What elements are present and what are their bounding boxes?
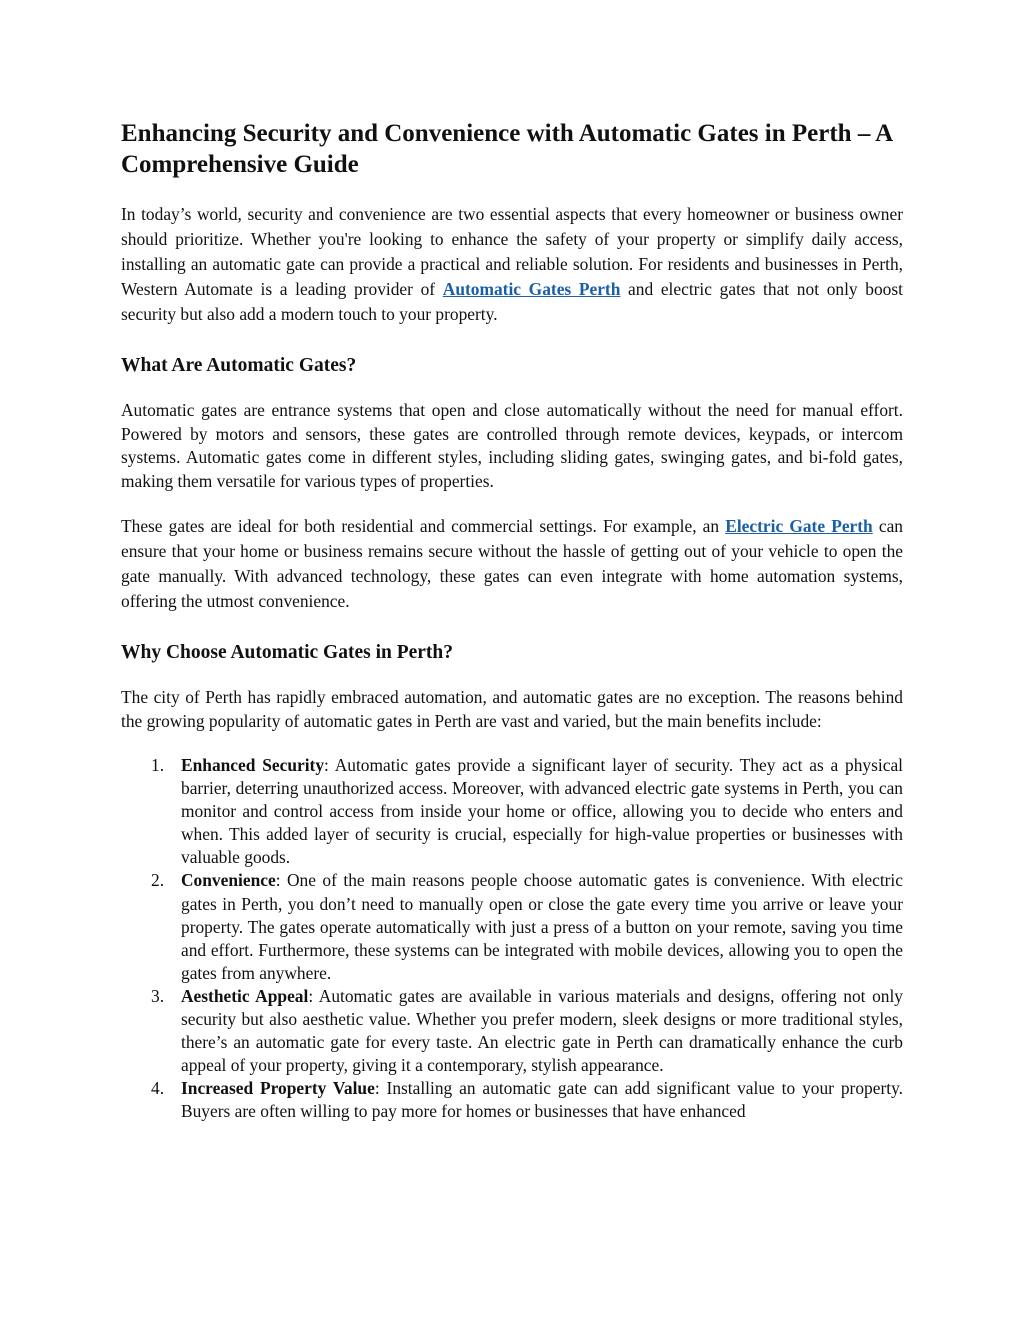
intro-paragraph xyxy=(121,202,903,327)
page-title: Enhancing Security and Convenience with Automatic Gates in Perth – A Comprehensive Guide xyxy=(121,120,892,178)
what-paragraph-2 xyxy=(121,514,903,614)
what-paragraph-1: Automatic gates are entrance systems that open and close automatically without the need for manual effort. Powered by motors and sensors, these gates are controlled through remote devices, keypads, or intercom systems. Automatic gates come in different styles, including sliding gates, swinging gates, and bi-fold gates, making them versatile for various types of properties. xyxy=(121,400,903,491)
what-heading: What Are Automatic Gates? xyxy=(121,355,357,376)
list-item xyxy=(121,1077,903,1123)
list-item-text: : Installing an automatic gate can add significant value to your property. Buyers are often willing to pay more for homes or businesses that have enhanced xyxy=(181,1078,903,1122)
benefits-list xyxy=(121,754,903,1124)
list-item-text: : Automatic gates provide a significant layer of security. They act as a physical barrier, deterring unauthorized access. Moreover, with advanced electric gate systems in Perth, you can monitor and control access from inside your home or office, allowing you to decide who enters and when. This added layer of security is crucial, especially for high-value properties or businesses with valuable goods. xyxy=(181,755,903,868)
list-item xyxy=(121,754,903,869)
why-heading: Why Choose Automatic Gates in Perth? xyxy=(121,642,454,663)
intro-text-after: and electric gates that not only boost security but also add a modern touch to your property. xyxy=(121,279,903,324)
list-item-number: 4. xyxy=(151,1078,165,1099)
list-item xyxy=(121,869,903,984)
list-item-number: 3. xyxy=(151,985,165,1006)
list-item-text: : Automatic gates are available in various materials and designs, offering not only security but also aesthetic value. Whether you prefer modern, sleek designs or more traditional styles, there’s an automatic gate for every taste. An electric gate in Perth can dramatically enhance the curb appeal of your property, giving it a contemporary, stylish appearance. xyxy=(181,985,903,1076)
list-item-term: Aesthetic Appeal xyxy=(181,985,309,1006)
automatic-gates-perth-link[interactable]: Automatic Gates Perth xyxy=(442,279,621,299)
list-item-term: Convenience xyxy=(181,870,276,891)
what-p2-text-after: can ensure that your home or business remains secure without the hassle of getting out of your vehicle to open the gate manually. With advanced technology, these gates can even integrate with home automation systems, offering the utmost convenience. xyxy=(121,516,903,611)
list-item-term: Enhanced Security xyxy=(181,755,325,775)
electric-gate-perth-link[interactable]: Electric Gate Perth xyxy=(725,516,873,536)
list-item-number: 1. xyxy=(151,755,165,775)
list-item xyxy=(121,985,903,1077)
list-item-term: Increased Property Value xyxy=(181,1078,375,1099)
what-p2-text-before: These gates are ideal for both residential and commercial settings. For example, an xyxy=(121,516,726,536)
document-page xyxy=(121,118,903,1124)
list-item-text: : One of the main reasons people choose automatic gates is convenience. With electric gates in Perth, you don’t need to manually open or close the gate every time you arrive or leave your property. The gates operate automatically with just a press of a button on your remote, saving you time and effort. Furthermore, these systems can be integrated with mobile devices, allowing you to open the gates from anywhere. xyxy=(181,870,903,983)
list-item-number: 2. xyxy=(151,870,165,891)
why-intro-paragraph: The city of Perth has rapidly embraced automation, and automatic gates are no exception. The reasons behind the growing popularity of automatic gates in Perth are vast and varied, but the main benefits include: xyxy=(121,687,903,731)
intro-text-before: In today’s world, security and convenience are two essential aspects that every homeowner or business owner should prioritize. Whether you're looking to enhance the safety of your property or simplify daily access, installing an automatic gate can provide a practical and reliable solution. For residents and businesses in Perth, Western Automate is a leading provider of xyxy=(121,204,903,299)
